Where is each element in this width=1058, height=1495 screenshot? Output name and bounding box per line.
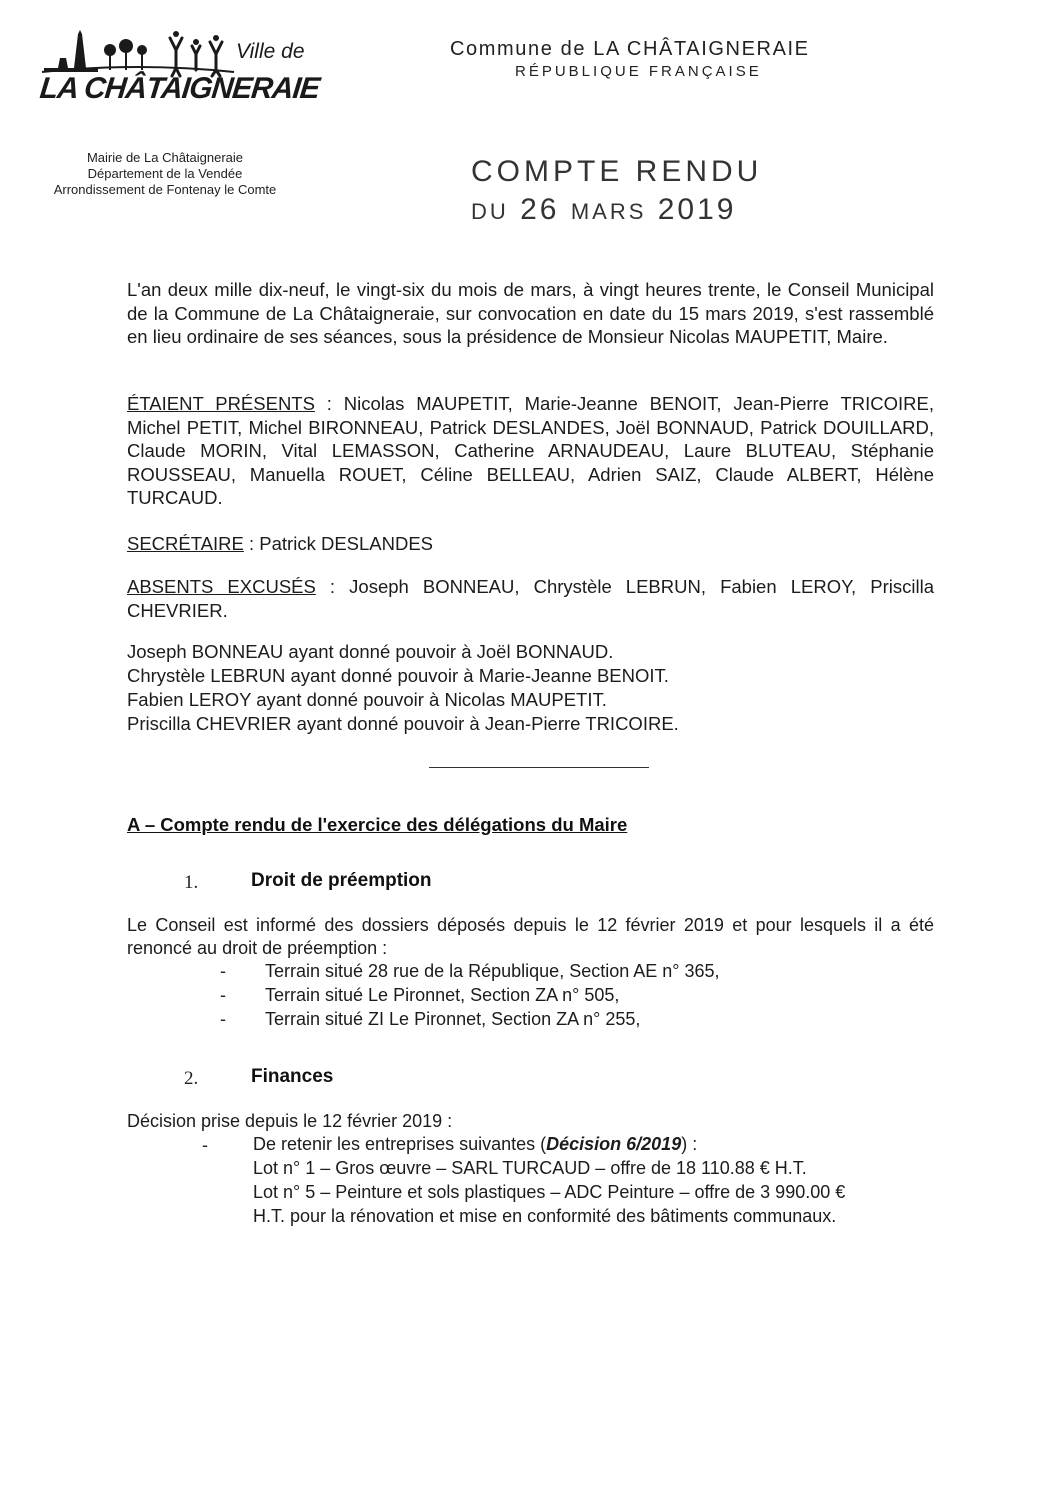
- secretaire-name: : Patrick DESLANDES: [243, 533, 434, 554]
- presents-list: : Nicolas MAUPETIT, Marie-Jeanne BENOIT, Jean-Pierre TRICOIRE, Michel PETIT, Michel BIRONNEAU, Patrick DESLANDES, Joël BONNAUD, Patrick DOUILLARD, Claude MORIN, Vital LEMASSON, Catherine ARNAUDEAU, Laure BLUTEAU, Stéphanie ROUSSEAU, Manuella ROUET, Céline BELLEAU, Adrien SAIZ, Claude ALBERT, Hélène TURCAUD.: [127, 393, 934, 508]
- title-day: 26: [520, 193, 560, 226]
- droit-intro: Le Conseil est informé des dossiers déposés depuis le 12 février 2019 et pour lesquels il a été renoncé au droit de préemption :: [127, 915, 934, 958]
- title-du: DU: [471, 199, 509, 224]
- bullet-dash: -: [220, 961, 226, 981]
- separator-line: [429, 767, 649, 768]
- droit-item: Terrain situé 28 rue de la République, Section AE n° 365,: [265, 961, 720, 981]
- finances-item: [253, 1133, 697, 1156]
- finances-decision-ref: Décision 6/2019: [546, 1134, 682, 1154]
- secretaire-label: SECRÉTAIRE: [127, 533, 244, 554]
- finances-heading: Finances: [251, 1066, 334, 1087]
- section-a-heading: A – Compte rendu de l'exercice des délégations du Maire: [127, 814, 628, 835]
- mairie-line-3: Arrondissement de Fontenay le Comte: [53, 182, 277, 197]
- finances-lot-5-line-1: Lot n° 5 – Peinture et sols plastiques – ADC Peinture – offre de 3 990.00 €: [253, 1182, 846, 1202]
- bullet-dash: -: [220, 985, 226, 1005]
- mairie-address: [40, 150, 290, 198]
- intro-paragraph: L'an deux mille dix-neuf, le vingt-six du mois de mars, à vingt heures trente, le Conseil Municipal de la Commune de La Châtaigneraie, sur convocation en date du 15 mars 2019, s'est rassemblé en lieu ordinaire de ses séances, sous la présidence de Monsieur Nicolas MAUPETIT, Maire.: [127, 279, 934, 347]
- republique-heading: RÉPUBLIQUE FRANÇAISE: [515, 63, 762, 80]
- document-title: COMPTE RENDU: [471, 155, 763, 188]
- absents-label: ABSENTS EXCUSÉS: [127, 576, 316, 597]
- pouvoir-line: Priscilla CHEVRIER ayant donné pouvoir à Jean-Pierre TRICOIRE.: [127, 713, 679, 734]
- commune-heading: Commune de LA CHÂTAIGNERAIE: [450, 38, 810, 60]
- title-year: 2019: [657, 193, 737, 226]
- logo-town-name: LA CHÂTAIGNERAIE: [38, 72, 321, 105]
- bullet-dash: -: [220, 1009, 226, 1029]
- presents-label: ÉTAIENT PRÉSENTS: [127, 393, 315, 414]
- droit-item: Terrain situé ZI Le Pironnet, Section ZA n° 255,: [265, 1009, 641, 1029]
- finances-item-suffix: ) :: [681, 1134, 698, 1154]
- finances-lot-5-line-2: H.T. pour la rénovation et mise en conformité des bâtiments communaux.: [253, 1206, 837, 1226]
- document-date: [471, 193, 737, 227]
- bullet-dash: -: [202, 1135, 208, 1155]
- finances-intro: Décision prise depuis le 12 février 2019 :: [127, 1111, 453, 1131]
- finances-number: 2.: [184, 1068, 199, 1089]
- town-logo: [38, 28, 338, 112]
- title-month: MARS: [570, 199, 647, 224]
- secretaire-paragraph: [127, 532, 934, 556]
- mairie-line-1: Mairie de La Châtaigneraie: [86, 150, 244, 165]
- pouvoir-line: Fabien LEROY ayant donné pouvoir à Nicolas MAUPETIT.: [127, 689, 607, 710]
- absents-list: : Joseph BONNEAU, Chrystèle LEBRUN, Fabien LEROY, Priscilla CHEVRIER.: [127, 576, 934, 621]
- droit-item: Terrain situé Le Pironnet, Section ZA n° 505,: [265, 985, 620, 1005]
- finances-lot-1: Lot n° 1 – Gros œuvre – SARL TURCAUD – offre de 18 110.88 € H.T.: [253, 1158, 807, 1178]
- pouvoir-line: Chrystèle LEBRUN ayant donné pouvoir à Marie-Jeanne BENOIT.: [127, 665, 669, 686]
- absents-paragraph: [127, 575, 934, 622]
- pouvoir-line: Joseph BONNEAU ayant donné pouvoir à Joël BONNAUD.: [127, 641, 614, 662]
- finances-item-prefix: De retenir les entreprises suivantes (: [253, 1134, 547, 1154]
- presents-paragraph: [127, 392, 934, 510]
- logo-ville-de: Ville de: [236, 40, 305, 63]
- mairie-line-2: Département de la Vendée: [87, 166, 243, 181]
- droit-heading: Droit de préemption: [251, 870, 432, 891]
- droit-number: 1.: [184, 872, 199, 893]
